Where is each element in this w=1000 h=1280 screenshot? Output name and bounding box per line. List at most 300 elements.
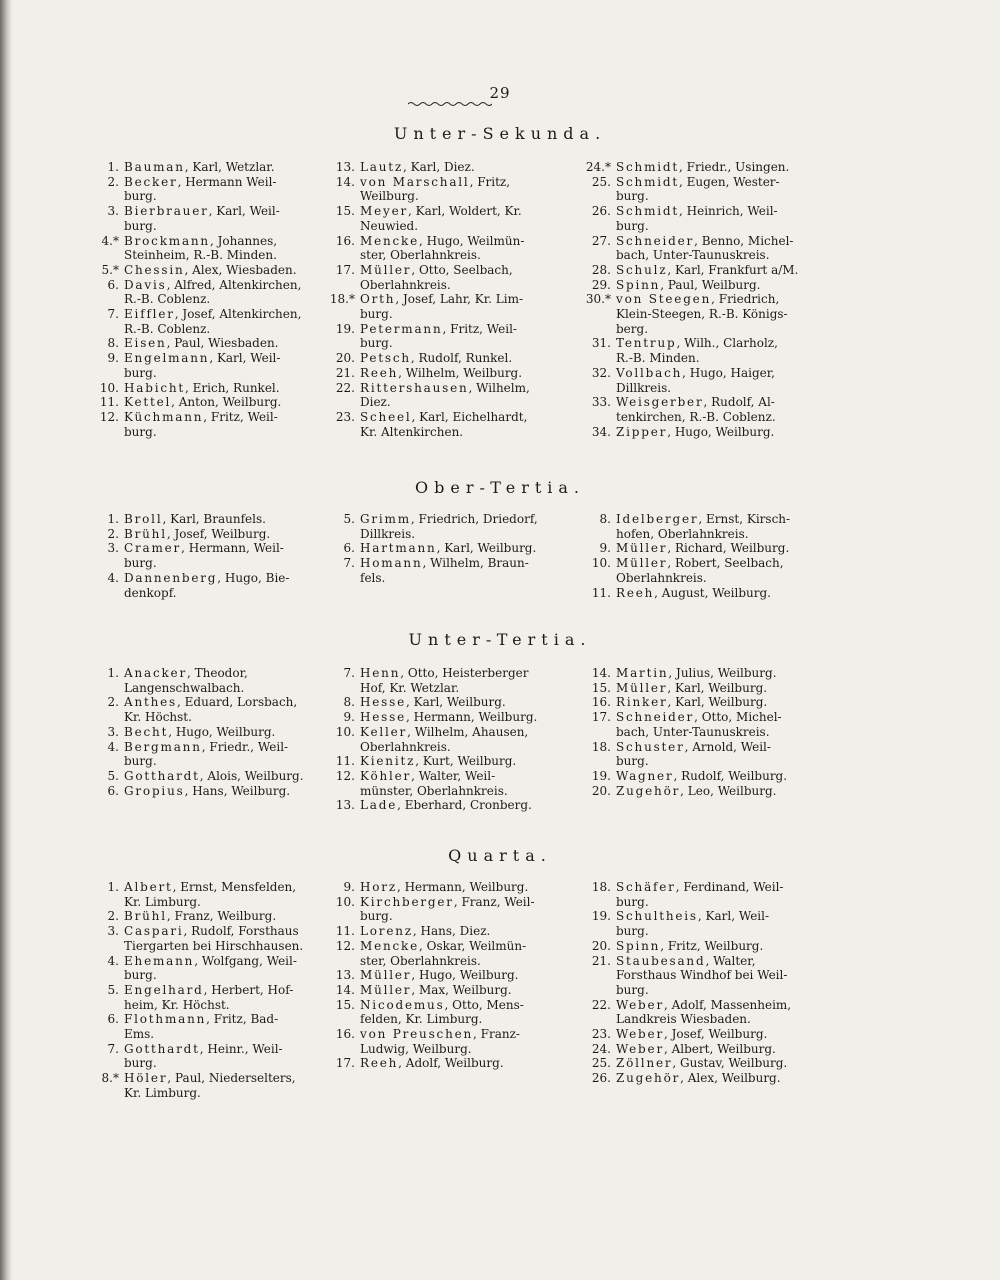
entry-number: 19. [591, 768, 611, 783]
entry-number: 1. [107, 880, 119, 894]
entry-number: 5.* [101, 262, 119, 277]
entry-text [360, 1027, 566, 1056]
student-entry [78, 695, 328, 724]
student-details-continued: Kr. Höchst. [124, 710, 192, 725]
student-surname: Bauman [124, 160, 185, 174]
student-details-continued: Tiergarten bei Hirschhausen. [124, 938, 304, 953]
student-surname: Schneider [616, 710, 695, 725]
entry-text [616, 586, 814, 601]
entry-text [124, 234, 328, 263]
student-entry [78, 175, 328, 204]
student-entry [564, 556, 814, 585]
student-surname: Müller [616, 541, 668, 556]
student-entry [316, 725, 566, 754]
entry-text [124, 983, 328, 1012]
entry-number: 3. [107, 924, 119, 939]
student-details-continued: hofen, Oberlahnkreis. [616, 526, 749, 541]
student-surname: Eisen [124, 336, 167, 351]
student-entry [564, 204, 814, 233]
entry-number: 8. [107, 336, 119, 351]
entry-text [124, 160, 328, 175]
student-details: , Alfred, Altenkirchen, [166, 277, 302, 292]
student-entry [78, 1012, 328, 1041]
entry-number: 12. [99, 409, 119, 424]
student-details: , Hugo, Bie- [217, 570, 290, 585]
student-entry [316, 895, 566, 924]
student-surname: von Marschall [360, 174, 470, 189]
entry-number: 2. [107, 174, 119, 189]
student-surname: Schultheis [616, 909, 698, 924]
student-details: , Theodor, [186, 666, 248, 680]
entry-number: 13. [335, 968, 355, 983]
entry-text [616, 395, 814, 424]
student-details: , Hugo, Weilburg. [667, 424, 775, 439]
student-surname: Müller [616, 556, 668, 571]
student-surname: Zipper [616, 424, 668, 439]
student-details: , Alex, Weilburg. [680, 1071, 781, 1086]
student-entry [316, 1027, 566, 1056]
student-entry [78, 527, 328, 542]
section-title-unter-sekunda: Unter-Sekunda. [393, 124, 607, 143]
entry-number: 15. [335, 204, 355, 219]
entry-text [124, 527, 328, 542]
student-entry [78, 351, 328, 380]
student-details: , Karl, Woldert, Kr. [408, 204, 522, 219]
student-entry [564, 740, 814, 769]
student-entry [564, 769, 814, 784]
student-surname: Nicodemus [360, 997, 445, 1012]
entry-text [124, 1012, 328, 1041]
entry-number: 14. [335, 982, 355, 997]
page-number: 29 [489, 84, 511, 102]
entry-number: 1. [107, 160, 119, 174]
student-details: , Wilhelm, Braun- [422, 556, 529, 571]
student-details-continued: Oberlahnkreis. [616, 570, 707, 585]
student-details-continued: burg. [124, 218, 157, 233]
entry-number: 15. [335, 997, 355, 1012]
student-surname: Ehemann [124, 953, 195, 968]
student-details: , Friedr., Weil- [201, 739, 289, 754]
student-entry [564, 234, 814, 263]
entry-number: 16. [591, 695, 611, 710]
student-column [316, 666, 566, 813]
student-details: , Ernst, Mensfelden, [172, 880, 297, 894]
student-details: , Richard, Weilburg. [667, 541, 790, 556]
student-details: , Fritz, Weilburg. [660, 938, 764, 953]
student-surname: Habicht [124, 380, 186, 395]
student-details: , Karl, Diez. [403, 160, 475, 174]
entry-text [124, 1042, 328, 1071]
student-entry [78, 263, 328, 278]
student-surname: Weber [616, 1027, 664, 1042]
entry-text [360, 263, 566, 292]
entry-number: 9. [107, 351, 119, 366]
entry-number: 17. [335, 1056, 355, 1071]
entry-text [124, 381, 328, 396]
entry-text [616, 175, 814, 204]
student-details: , Adolf, Massenheim, [663, 997, 792, 1012]
student-surname: Müller [360, 262, 412, 277]
entry-text [124, 410, 328, 439]
entry-text [360, 880, 566, 895]
student-entry [564, 278, 814, 293]
student-column [316, 512, 566, 586]
student-surname: Anacker [124, 666, 187, 680]
student-surname: Staubesand [616, 953, 706, 968]
student-surname: Becht [124, 724, 169, 739]
student-entry [316, 410, 566, 439]
entry-text [124, 395, 328, 410]
student-details-continued: Oberlahnkreis. [360, 277, 451, 292]
student-details-continued: burg. [124, 754, 157, 769]
student-details: , Hugo, Haiger, [682, 365, 775, 380]
entry-text [124, 725, 328, 740]
student-entry [78, 571, 328, 600]
entry-number: 7. [343, 666, 355, 680]
entry-number: 26. [591, 1071, 611, 1086]
student-details: , Franz, Weilburg. [166, 909, 277, 924]
student-details: , Karl, Wetzlar. [184, 160, 275, 174]
student-surname: Horz [360, 880, 397, 894]
entry-text [360, 983, 566, 998]
student-details-continued: burg. [616, 189, 649, 204]
student-details-continued: burg. [124, 1056, 157, 1071]
entry-text [360, 351, 566, 366]
student-details: , Karl, Weilburg. [405, 695, 506, 710]
student-surname: Hartmann [360, 541, 437, 556]
student-details-continued: Kr. Altenkirchen. [360, 424, 464, 439]
entry-number: 6. [107, 783, 119, 798]
entry-text [616, 740, 814, 769]
student-details: , Rudolf, Al- [703, 395, 775, 410]
student-entry [564, 541, 814, 556]
student-entry [78, 204, 328, 233]
student-surname: Brühl [124, 526, 167, 541]
student-entry [564, 1027, 814, 1042]
entry-number: 6. [107, 277, 119, 292]
entry-number: 11. [99, 395, 119, 410]
student-details-continued: burg. [616, 924, 649, 939]
student-entry [316, 351, 566, 366]
student-details: , Adolf, Weilburg. [398, 1056, 504, 1071]
student-surname: Zugehör [616, 1071, 681, 1086]
student-entry [564, 1071, 814, 1086]
student-details-continued: burg. [124, 189, 157, 204]
entry-number: 18. [591, 739, 611, 754]
entry-text [360, 410, 566, 439]
entry-text [124, 909, 328, 924]
entry-number: 3. [107, 204, 119, 219]
student-surname: Broll [124, 512, 163, 526]
student-surname: Gropius [124, 783, 185, 798]
student-surname: Schmidt [616, 174, 679, 189]
student-details: , Hermann, Weil- [181, 541, 284, 556]
student-entry [564, 681, 814, 696]
entry-number: 10. [335, 894, 355, 909]
student-entry [316, 998, 566, 1027]
student-entry [564, 939, 814, 954]
entry-number: 2. [107, 695, 119, 710]
student-surname: Lade [360, 798, 398, 813]
entry-number: 4. [107, 570, 119, 585]
student-details: , Heinrich, Weil- [679, 204, 778, 219]
student-entry [564, 160, 814, 175]
student-entry [564, 784, 814, 799]
student-details: , Karl, Weilburg. [667, 695, 768, 710]
student-surname: Müller [360, 982, 412, 997]
student-surname: Schneider [616, 233, 695, 248]
student-details-continued: burg. [124, 365, 157, 380]
entry-number: 10. [591, 556, 611, 571]
entry-number: 1. [107, 666, 119, 680]
student-surname: Schuster [616, 739, 685, 754]
student-entry [78, 725, 328, 740]
student-details-continued: Ludwig, Weilburg. [360, 1041, 472, 1056]
student-surname: Rinker [616, 695, 668, 710]
student-surname: Homann [360, 556, 423, 571]
student-entry [564, 336, 814, 365]
student-entry [316, 769, 566, 798]
student-details: , Paul, Niederselters, [167, 1071, 296, 1086]
student-entry [316, 968, 566, 983]
student-entry [564, 695, 814, 710]
student-details: , Josef, Lahr, Kr. Lim- [395, 292, 524, 307]
student-entry [316, 366, 566, 381]
student-surname: Schulz [616, 262, 668, 277]
entry-text [124, 740, 328, 769]
student-entry [316, 983, 566, 998]
entry-number: 3. [107, 541, 119, 556]
entry-text [360, 1056, 566, 1071]
entry-number: 16. [335, 1027, 355, 1042]
student-surname: Köhler [360, 768, 412, 783]
entry-number: 20. [335, 351, 355, 366]
section-title-unter-tertia: Unter-Tertia. [408, 630, 592, 649]
student-entry [564, 998, 814, 1027]
entry-text [360, 968, 566, 983]
student-surname: Lautz [360, 160, 403, 174]
student-column [316, 160, 566, 439]
student-details-continued: tenkirchen, R.-B. Coblenz. [616, 409, 776, 424]
student-surname: Wagner [616, 768, 674, 783]
student-surname: Cramer [124, 541, 182, 556]
student-details: , Franz, Weil- [453, 894, 535, 909]
entry-text [360, 512, 566, 541]
student-surname: Schmidt [616, 204, 679, 219]
student-column [564, 880, 814, 1086]
student-details: , Friedr., Usingen. [679, 160, 790, 174]
student-entry [564, 366, 814, 395]
entry-number: 8.* [101, 1071, 119, 1086]
student-entry [316, 710, 566, 725]
entry-number: 11. [591, 585, 611, 600]
student-details: , Kurt, Weilburg. [415, 754, 517, 769]
student-entry [564, 263, 814, 278]
student-surname: Zugehör [616, 783, 681, 798]
entry-number: 16. [335, 233, 355, 248]
student-entry [316, 322, 566, 351]
entry-text [360, 366, 566, 381]
entry-number: 19. [335, 321, 355, 336]
student-surname: Gotthardt [124, 768, 200, 783]
student-details: , Anton, Weilburg. [171, 395, 282, 410]
student-details-continued: bach, Unter-Taunuskreis. [616, 724, 770, 739]
student-details-continued: Dillkreis. [360, 526, 416, 541]
student-surname: Eiffler [124, 307, 175, 322]
entry-number: 5. [107, 768, 119, 783]
entry-number: 6. [343, 541, 355, 556]
student-entry [316, 1056, 566, 1071]
entry-number: 22. [335, 380, 355, 395]
student-column [564, 666, 814, 798]
entry-number: 31. [591, 336, 611, 351]
entry-text [616, 784, 814, 799]
student-entry [316, 939, 566, 968]
student-details: , Hugo, Weilburg. [411, 968, 519, 983]
entry-text [616, 366, 814, 395]
student-entry [78, 512, 328, 527]
student-surname: Weber [616, 1041, 664, 1056]
student-details: , Karl, Weilburg. [436, 541, 537, 556]
student-details: , Hermann, Weilburg. [405, 710, 538, 725]
entry-number: 24.* [585, 160, 611, 174]
entry-number: 9. [343, 710, 355, 725]
student-details-continued: burg. [360, 909, 393, 924]
entry-text [616, 710, 814, 739]
student-surname: Martin [616, 666, 669, 680]
student-details: , Otto, Heisterberger [400, 666, 529, 680]
student-entry [78, 410, 328, 439]
entry-text [124, 571, 328, 600]
student-details: , Walter, [705, 953, 756, 968]
student-details-continued: Diez. [360, 395, 391, 410]
entry-text [124, 351, 328, 380]
section-title-ober-tertia: Ober-Tertia. [414, 478, 586, 497]
entry-number: 17. [591, 710, 611, 725]
student-details-continued: Landkreis Wiesbaden. [616, 1012, 751, 1027]
entry-text [360, 754, 566, 769]
student-details: , Arnold, Weil- [684, 739, 771, 754]
entry-number: 34. [591, 424, 611, 439]
student-entry [316, 204, 566, 233]
student-entry [564, 710, 814, 739]
student-details: , Karl, Weil- [697, 909, 770, 924]
entry-number: 22. [591, 997, 611, 1012]
student-details: , Wilhelm, Weilburg. [398, 365, 523, 380]
entry-text [360, 939, 566, 968]
student-surname: Kettel [124, 395, 172, 410]
student-details: , Karl, Weilburg. [667, 680, 768, 695]
entry-text [360, 924, 566, 939]
student-surname: Müller [360, 968, 412, 983]
student-details: , August, Weilburg. [654, 585, 771, 600]
entry-number: 28. [591, 262, 611, 277]
student-details: , Wilhelm, Ahausen, [407, 724, 529, 739]
student-details-continued: burg. [360, 336, 393, 351]
entry-text [124, 336, 328, 351]
student-surname: Weisgerber [616, 395, 704, 410]
entry-text [616, 263, 814, 278]
entry-number: 21. [335, 365, 355, 380]
student-surname: Scheel [360, 409, 412, 424]
student-details: , Friedrich, [711, 292, 780, 307]
entry-text [124, 204, 328, 233]
entry-number: 25. [591, 1056, 611, 1071]
entry-text [360, 666, 566, 695]
entry-text [360, 204, 566, 233]
student-surname: Reeh [360, 1056, 399, 1071]
student-details: , Josef, Weilburg. [166, 526, 271, 541]
student-entry [316, 263, 566, 292]
entry-number: 8. [599, 512, 611, 526]
student-details-continued: Weilburg. [360, 189, 419, 204]
student-surname: Brühl [124, 909, 167, 924]
entry-text [360, 292, 566, 321]
student-surname: Grimm [360, 512, 411, 526]
student-surname: Keller [360, 724, 408, 739]
student-surname: Orth [360, 292, 396, 307]
student-entry [78, 954, 328, 983]
student-surname: Anthes [124, 695, 178, 710]
entry-number: 17. [335, 262, 355, 277]
student-surname: von Steegen [616, 292, 712, 307]
student-details: , Hugo, Weilburg. [168, 724, 276, 739]
student-surname: Höler [124, 1071, 168, 1086]
student-surname: Meyer [360, 204, 409, 219]
entry-text [124, 954, 328, 983]
student-details: , Hermann Weil- [177, 174, 277, 189]
student-details: , Eduard, Lorsbach, [177, 695, 298, 710]
entry-number: 14. [591, 666, 611, 680]
student-details: , Alois, Weilburg. [199, 768, 304, 783]
student-surname: Bierbrauer [124, 204, 209, 219]
student-entry [564, 1042, 814, 1057]
student-surname: Dannenberg [124, 570, 218, 585]
entry-number: 23. [335, 409, 355, 424]
entry-text [124, 784, 328, 799]
entry-text [616, 695, 814, 710]
entry-number: 4.* [101, 233, 119, 248]
student-details: , Heinr., Weil- [199, 1041, 283, 1056]
entry-number: 3. [107, 724, 119, 739]
student-surname: Henn [360, 666, 401, 680]
student-surname: Kienitz [360, 754, 416, 769]
entry-number: 15. [591, 680, 611, 695]
student-entry [78, 740, 328, 769]
student-details: , Walter, Weil- [411, 768, 496, 783]
student-entry [78, 160, 328, 175]
entry-text [616, 998, 814, 1027]
student-surname: Hesse [360, 710, 406, 725]
student-details-continued: burg. [124, 556, 157, 571]
student-details: , Eberhard, Cronberg. [397, 798, 532, 813]
entry-text [124, 1071, 328, 1100]
entry-text [124, 769, 328, 784]
student-details: , Karl, Weil- [209, 351, 281, 366]
student-details-continued: Neuwied. [360, 218, 419, 233]
entry-text [124, 175, 328, 204]
entry-number: 19. [591, 909, 611, 924]
entry-text [124, 924, 328, 953]
student-entry [78, 983, 328, 1012]
entry-text [124, 666, 328, 695]
student-surname: Petsch [360, 351, 411, 366]
entry-text [360, 160, 566, 175]
entry-number: 20. [591, 783, 611, 798]
student-details: , Fritz, Bad- [206, 1012, 279, 1027]
student-details: , Max, Weilburg. [411, 982, 512, 997]
student-details: , Fritz, Weil- [203, 409, 278, 424]
